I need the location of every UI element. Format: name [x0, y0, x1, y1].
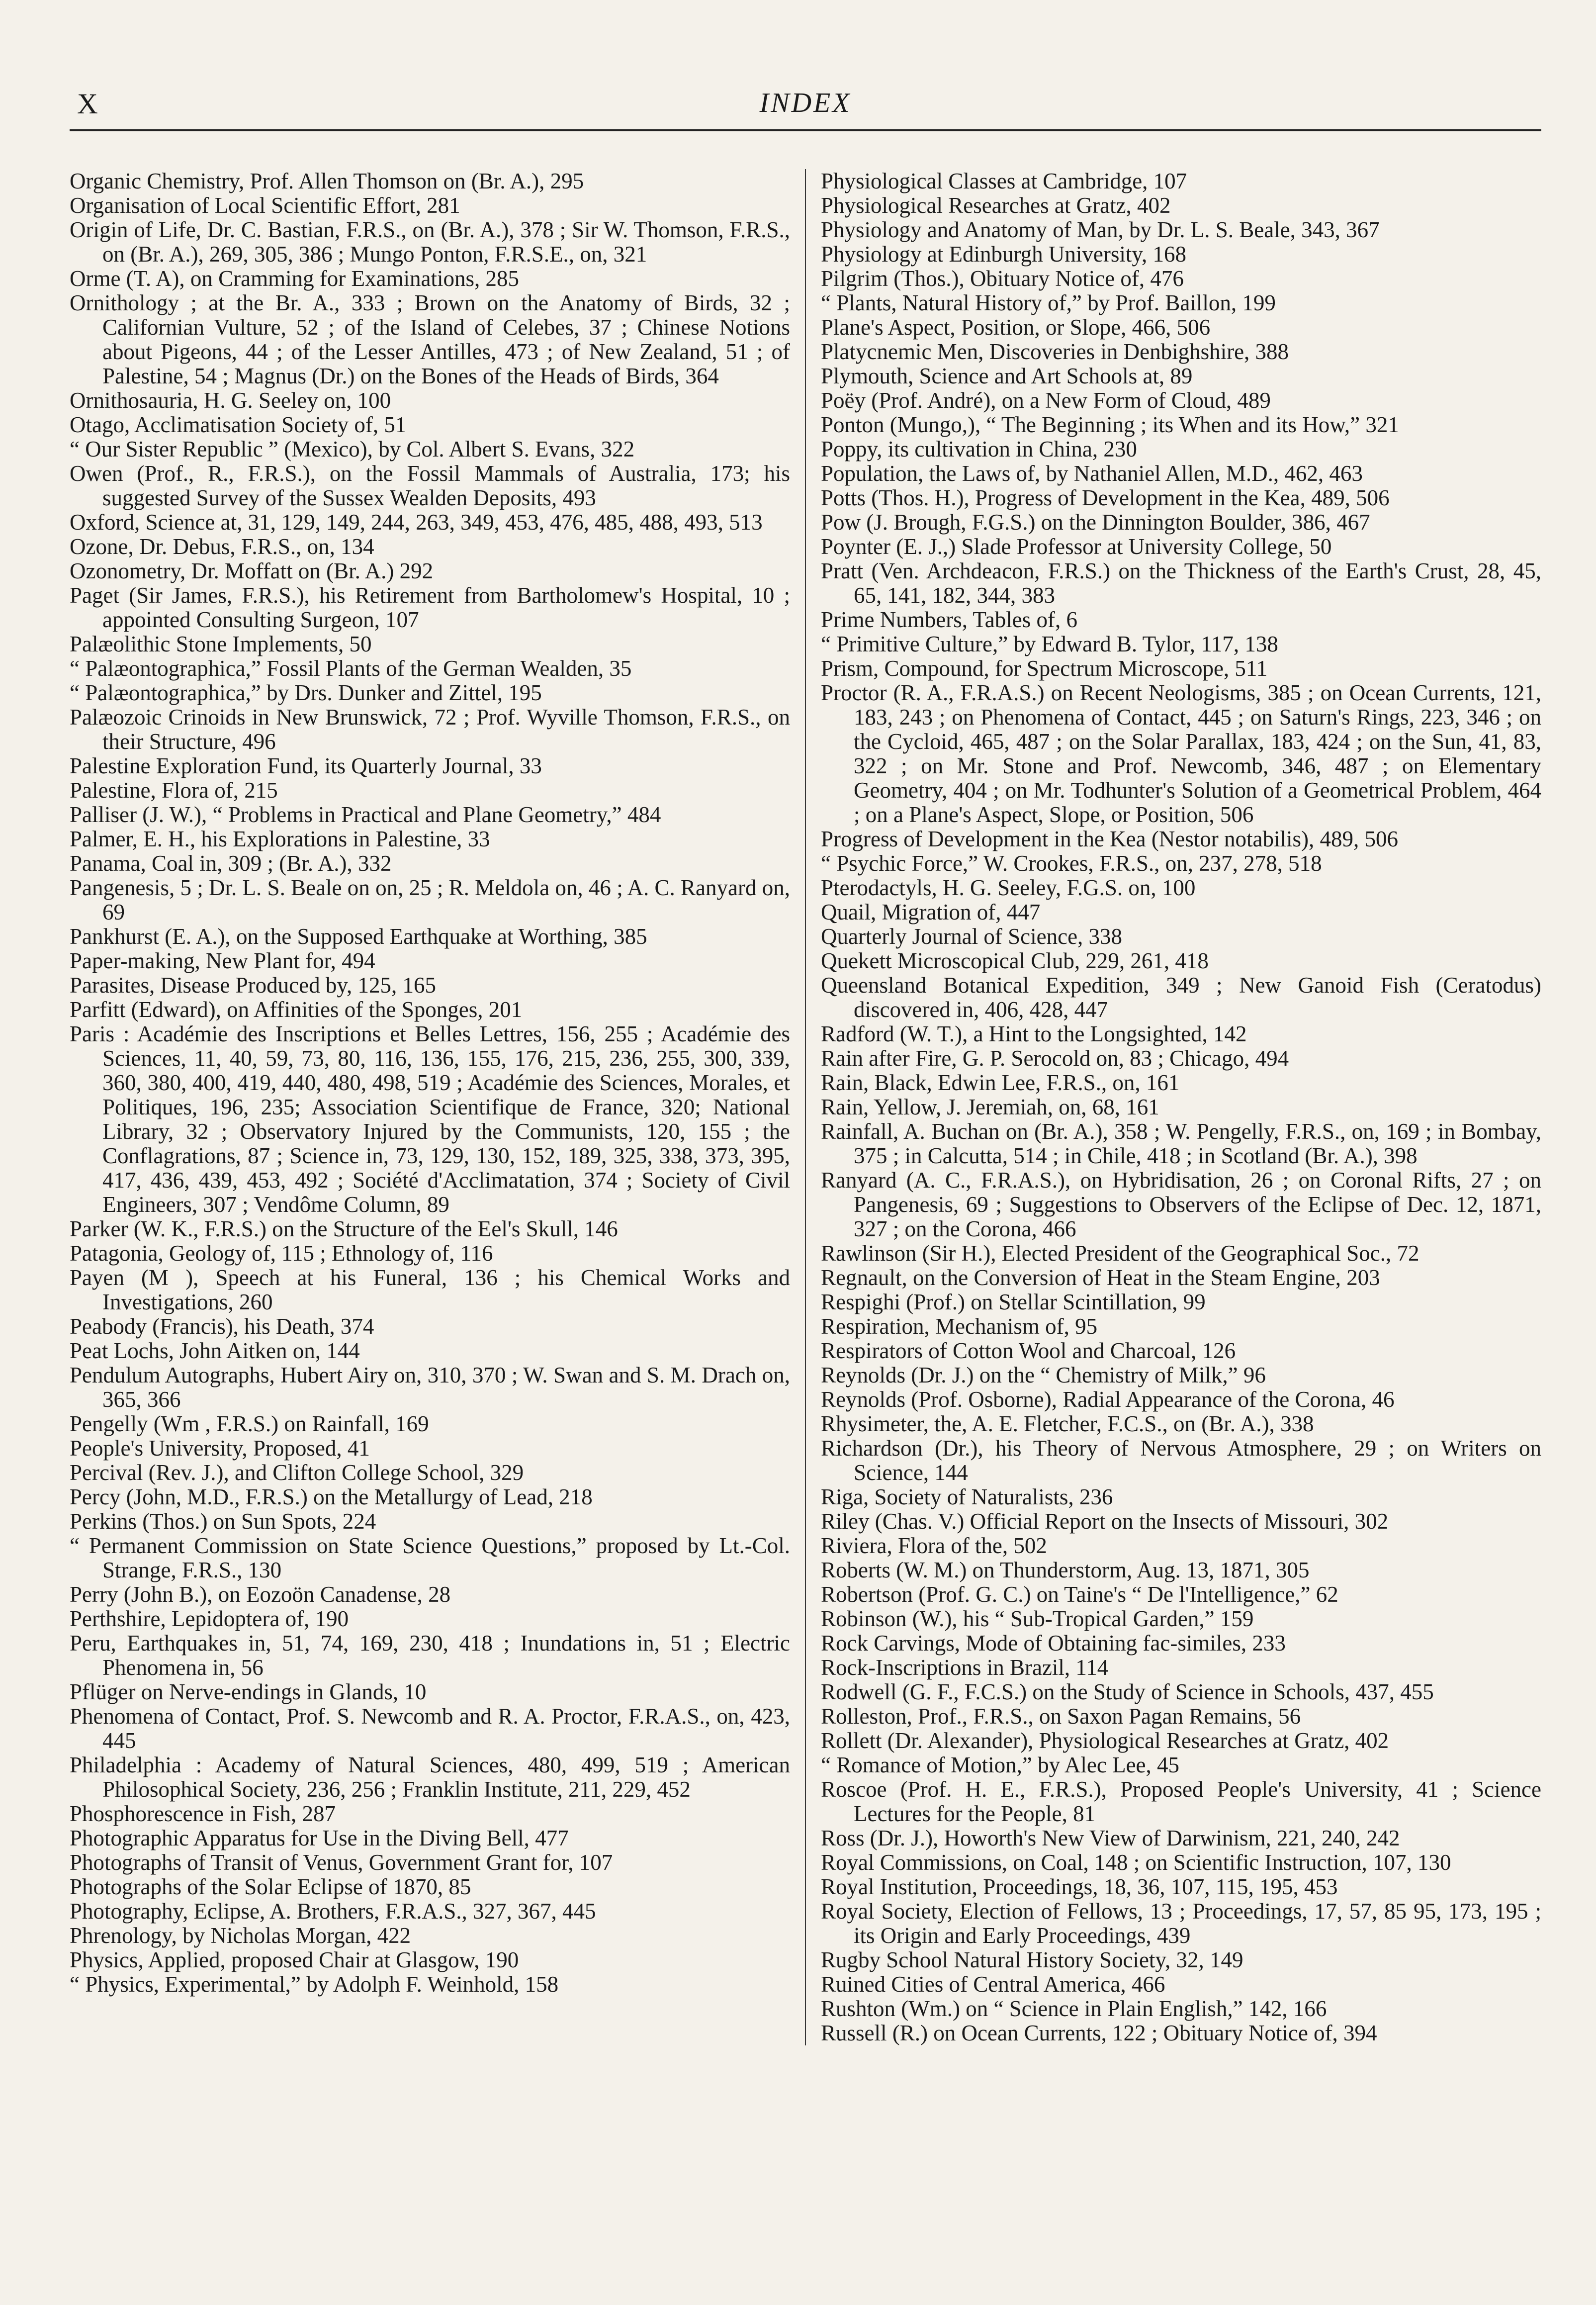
index-entry: Robinson (W.), his “ Sub-Tropical Garden,” 159 — [821, 1606, 1254, 1631]
index-entry: Rock-Inscriptions in Brazil, 114 — [821, 1655, 1109, 1680]
index-entry: Photographs of the Solar Eclipse of 1870, 85 — [70, 1874, 471, 1899]
index-entry: Pow (J. Brough, F.G.S.) on the Dinnington Boulder, 386, 467 — [821, 510, 1370, 535]
index-entry: Ozonometry, Dr. Moffatt on (Br. A.) 292 — [70, 558, 434, 583]
page-number: X — [77, 88, 99, 120]
index-entry: Rhysimeter, the, A. E. Fletcher, F.C.S., on (Br. A.), 338 — [821, 1411, 1314, 1436]
index-entry: Palæolithic Stone Implements, 50 — [70, 632, 372, 656]
index-entry: Riviera, Flora of the, 502 — [821, 1533, 1047, 1558]
index-entry: Paper-making, New Plant for, 494 — [70, 948, 375, 973]
index-entry: Rolleston, Prof., F.R.S., on Saxon Pagan Remains, 56 — [821, 1704, 1301, 1729]
index-entry: Poëy (Prof. André), on a New Form of Cloud, 489 — [821, 388, 1271, 413]
index-entry: Pendulum Autographs, Hubert Airy on, 310, 370 ; W. Swan and S. M. Drach on, 365, 366 — [70, 1363, 790, 1412]
index-entry: Parker (W. K., F.R.S.) on the Structure of the Eel's Skull, 146 — [70, 1216, 618, 1241]
index-entry: Respiration, Mechanism of, 95 — [821, 1314, 1098, 1339]
index-entry: Pratt (Ven. Archdeacon, F.R.S.) on the Thickness of the Earth's Crust, 28, 45, 65, 141, 182, 344, 383 — [821, 558, 1541, 608]
index-entry: Rushton (Wm.) on “ Science in Plain English,” 142, 166 — [821, 1996, 1327, 2021]
index-entry: Pengelly (Wm , F.R.S.) on Rainfall, 169 — [70, 1411, 429, 1436]
index-entry: Organic Chemistry, Prof. Allen Thomson on (Br. A.), 295 — [70, 169, 584, 193]
index-entry: Physiological Classes at Cambridge, 107 — [821, 169, 1187, 193]
index-entry: Quekett Microscopical Club, 229, 261, 418 — [821, 948, 1209, 973]
index-entry: Organisation of Local Scientific Effort, 281 — [70, 193, 460, 218]
index-entry: Proctor (R. A., F.R.A.S.) on Recent Neologisms, 385 ; on Ocean Currents, 121, 183, 243 ; on Phenomena of Contact, 445 ; on Saturn's Rings, 223, 346 ; on the Cycloid, 465, 487 ; on the Solar Parallax, 183, 424 ; on the Sun, 41, 83, 322 ; on Mr. Stone and Prof. Newcomb, 346, 487 ; on Elementary Geometry, 404 ; on Mr. Todhunter's Solution of a Geometrical Problem, 464 ; on a Plane's Aspect, Slope, or Position, 506 — [821, 680, 1541, 827]
index-entry: Oxford, Science at, 31, 129, 149, 244, 263, 349, 453, 476, 485, 488, 493, 513 — [70, 510, 763, 535]
index-entry: “ Romance of Motion,” by Alec Lee, 45 — [821, 1752, 1180, 1777]
index-entry: Queensland Botanical Expedition, 349 ; New Ganoid Fish (Ceratodus) discovered in, 406, 428, 447 — [821, 973, 1541, 1022]
page-title: INDEX — [759, 88, 852, 118]
index-entry: “ Physics, Experimental,” by Adolph F. Weinhold, 158 — [70, 1972, 559, 1997]
index-entry: Quarterly Journal of Science, 338 — [821, 924, 1123, 949]
index-entry: Orme (T. A), on Cramming for Examinations, 285 — [70, 266, 519, 291]
index-entry: Physiological Researches at Gratz, 402 — [821, 193, 1171, 218]
index-entry: Platycnemic Men, Discoveries in Denbighshire, 388 — [821, 339, 1289, 364]
index-entry: Pankhurst (E. A.), on the Supposed Earthquake at Worthing, 385 — [70, 924, 647, 949]
index-entry: Progress of Development in the Kea (Nestor notabilis), 489, 506 — [821, 827, 1399, 851]
index-entry: Prism, Compound, for Spectrum Microscope, 511 — [821, 656, 1268, 681]
index-entry: Pflüger on Nerve-endings in Glands, 10 — [70, 1679, 427, 1704]
index-entry: Royal Institution, Proceedings, 18, 36, 107, 115, 195, 453 — [821, 1874, 1338, 1899]
index-entry: Ozone, Dr. Debus, F.R.S., on, 134 — [70, 534, 374, 559]
index-entry: “ Palæontographica,” by Drs. Dunker and Zittel, 195 — [70, 680, 542, 705]
index-entry: Prime Numbers, Tables of, 6 — [821, 607, 1077, 632]
index-entry: Respirators of Cotton Wool and Charcoal, 126 — [821, 1338, 1236, 1363]
index-entry: “ Psychic Force,” W. Crookes, F.R.S., on, 237, 278, 518 — [821, 851, 1322, 876]
index-entry: “ Primitive Culture,” by Edward B. Tylor, 117, 138 — [821, 632, 1278, 656]
index-entry: Potts (Thos. H.), Progress of Development in the Kea, 489, 506 — [821, 485, 1390, 510]
index-entry: Poynter (E. J.,) Slade Professor at University College, 50 — [821, 534, 1332, 559]
index-entry: Royal Society, Election of Fellows, 13 ; Proceedings, 17, 57, 85 95, 173, 195 ; its Origin and Early Proceedings, 439 — [821, 1899, 1541, 1948]
index-entry: Peat Lochs, John Aitken on, 144 — [70, 1338, 360, 1363]
index-entry: Rugby School Natural History Society, 32, 149 — [821, 1947, 1243, 1972]
index-entry: Perkins (Thos.) on Sun Spots, 224 — [70, 1509, 376, 1534]
index-entry: Riley (Chas. V.) Official Report on the Insects of Missouri, 302 — [821, 1509, 1389, 1534]
index-entry: Perthshire, Lepidoptera of, 190 — [70, 1606, 349, 1631]
index-entry: Perry (John B.), on Eozoön Canadense, 28 — [70, 1582, 451, 1607]
index-entry: Photography, Eclipse, A. Brothers, F.R.A.S., 327, 367, 445 — [70, 1899, 596, 1924]
index-entry: Royal Commissions, on Coal, 148 ; on Scientific Instruction, 107, 130 — [821, 1850, 1451, 1875]
index-entry: Rain, Yellow, J. Jeremiah, on, 68, 161 — [821, 1095, 1159, 1119]
index-entry: Radford (W. T.), a Hint to the Longsighted, 142 — [821, 1021, 1247, 1046]
index-entry: Photographs of Transit of Venus, Government Grant for, 107 — [70, 1850, 613, 1875]
index-entry: Palestine, Flora of, 215 — [70, 778, 278, 803]
page-header — [70, 82, 1541, 131]
index-columns — [70, 169, 1541, 2045]
index-entry: Pilgrim (Thos.), Obituary Notice of, 476 — [821, 266, 1184, 291]
index-entry: Percival (Rev. J.), and Clifton College School, 329 — [70, 1460, 524, 1485]
index-entry: Owen (Prof., R., F.R.S.), on the Fossil Mammals of Australia, 173; his suggested Survey of the Sussex Wealden Deposits, 493 — [70, 461, 790, 510]
index-entry: Ornithosauria, H. G. Seeley on, 100 — [70, 388, 391, 413]
index-entry: Ornithology ; at the Br. A., 333 ; Brown on the Anatomy of Birds, 32 ; Californian Vulture, 52 ; of the Island of Celebes, 37 ; Chinese Notions about Pigeons, 44 ; of the Lesser Antilles, 473 ; of New Zealand, 51 ; of Palestine, 54 ; Magnus (Dr.) on the Bones of the Heads of Birds, 364 — [70, 290, 790, 388]
index-entry: Phenomena of Contact, Prof. S. Newcomb and R. A. Proctor, F.R.A.S., on, 423, 445 — [70, 1704, 790, 1753]
index-entry: Plane's Aspect, Position, or Slope, 466, 506 — [821, 315, 1211, 340]
index-entry: Physiology at Edinburgh University, 168 — [821, 242, 1186, 267]
index-entry: Origin of Life, Dr. C. Bastian, F.R.S., on (Br. A.), 378 ; Sir W. Thomson, F.R.S., on (Br. A.), 269, 305, 386 ; Mungo Ponton, F.R.S.E., on, 321 — [70, 217, 790, 267]
index-entry: Russell (R.) on Ocean Currents, 122 ; Obituary Notice of, 394 — [821, 2021, 1377, 2045]
index-entry: Phrenology, by Nicholas Morgan, 422 — [70, 1923, 411, 1948]
index-entry: Paget (Sir James, F.R.S.), his Retirement from Bartholomew's Hospital, 10 ; appointed Consulting Surgeon, 107 — [70, 583, 790, 632]
index-entry: Reynolds (Prof. Osborne), Radial Appearance of the Corona, 46 — [821, 1387, 1395, 1412]
index-entry: Rain after Fire, G. P. Serocold on, 83 ; Chicago, 494 — [821, 1046, 1289, 1071]
index-entry: “ Palæontographica,” Fossil Plants of the German Wealden, 35 — [70, 656, 632, 681]
index-entry: Palliser (J. W.), “ Problems in Practical and Plane Geometry,” 484 — [70, 802, 661, 827]
index-entry: Population, the Laws of, by Nathaniel Allen, M.D., 462, 463 — [821, 461, 1363, 486]
index-entry: Palestine Exploration Fund, its Quarterly Journal, 33 — [70, 753, 542, 778]
index-entry: Physiology and Anatomy of Man, by Dr. L. S. Beale, 343, 367 — [821, 217, 1380, 242]
index-entry: Payen (M ), Speech at his Funeral, 136 ; his Chemical Works and Investigations, 260 — [70, 1265, 790, 1314]
index-entry: Ross (Dr. J.), Howorth's New View of Darwinism, 221, 240, 242 — [821, 1826, 1400, 1850]
index-entry: Robertson (Prof. G. C.) on Taine's “ De l'Intelligence,” 62 — [821, 1582, 1338, 1607]
index-entry: Otago, Acclimatisation Society of, 51 — [70, 412, 407, 437]
index-entry: Panama, Coal in, 309 ; (Br. A.), 332 — [70, 851, 392, 876]
index-entry: Rawlinson (Sir H.), Elected President of the Geographical Soc., 72 — [821, 1241, 1419, 1266]
index-entry: “ Our Sister Republic ” (Mexico), by Col. Albert S. Evans, 322 — [70, 437, 635, 461]
index-entry: Roscoe (Prof. H. E., F.R.S.), Proposed People's University, 41 ; Science Lectures for the People, 81 — [821, 1777, 1541, 1826]
index-entry: Phosphorescence in Fish, 287 — [70, 1801, 336, 1826]
index-entry: Richardson (Dr.), his Theory of Nervous Atmosphere, 29 ; on Writers on Science, 144 — [821, 1436, 1541, 1485]
index-entry: Philadelphia : Academy of Natural Sciences, 480, 499, 519 ; American Philosophical Society, 236, 256 ; Franklin Institute, 211, 229, 452 — [70, 1752, 790, 1802]
index-entry: Rainfall, A. Buchan on (Br. A.), 358 ; W. Pengelly, F.R.S., on, 169 ; in Bombay, 375 ; in Calcutta, 514 ; in Chile, 418 ; in Scotland (Br. A.), 398 — [821, 1119, 1541, 1168]
index-entry: People's University, Proposed, 41 — [70, 1436, 370, 1461]
index-entry: Patagonia, Geology of, 115 ; Ethnology of, 116 — [70, 1241, 493, 1266]
index-entry: “ Permanent Commission on State Science Questions,” proposed by Lt.-Col. Strange, F.R.S., 130 — [70, 1533, 790, 1582]
index-entry: Plymouth, Science and Art Schools at, 89 — [821, 364, 1193, 388]
index-entry: Rain, Black, Edwin Lee, F.R.S., on, 161 — [821, 1070, 1180, 1095]
index-entry: Poppy, its cultivation in China, 230 — [821, 437, 1137, 461]
index-entry: Parasites, Disease Produced by, 125, 165 — [70, 973, 436, 998]
index-entry: Parfitt (Edward), on Affinities of the Sponges, 201 — [70, 997, 523, 1022]
index-entry: Roberts (W. M.) on Thunderstorm, Aug. 13, 1871, 305 — [821, 1558, 1310, 1582]
index-entry: Photographic Apparatus for Use in the Diving Bell, 477 — [70, 1826, 569, 1850]
index-entry: Pterodactyls, H. G. Seeley, F.G.S. on, 100 — [821, 875, 1196, 900]
index-entry: Respighi (Prof.) on Stellar Scintillation, 99 — [821, 1290, 1206, 1314]
index-entry: Palæozoic Crinoids in New Brunswick, 72 ; Prof. Wyville Thomson, F.R.S., on their Structure, 496 — [70, 705, 790, 754]
index-entry: Quail, Migration of, 447 — [821, 900, 1041, 924]
index-entry: Peru, Earthquakes in, 51, 74, 169, 230, 418 ; Inundations in, 51 ; Electric Phenomena in, 56 — [70, 1631, 790, 1680]
index-entry: Ranyard (A. C., F.R.A.S.), on Hybridisation, 26 ; on Coronal Rifts, 27 ; on Pangenesis, 69 ; Suggestions to Observers of the Eclipse of Dec. 12, 1871, 327 ; on the Corona, 466 — [821, 1168, 1541, 1241]
index-entry: Physics, Applied, proposed Chair at Glasgow, 190 — [70, 1947, 519, 1972]
right-column — [806, 169, 1541, 2045]
index-entry: Rodwell (G. F., F.C.S.) on the Study of Science in Schools, 437, 455 — [821, 1679, 1434, 1704]
index-entry: Ponton (Mungo,), “ The Beginning ; its When and its How,” 321 — [821, 412, 1399, 437]
index-entry: Reynolds (Dr. J.) on the “ Chemistry of Milk,” 96 — [821, 1363, 1266, 1387]
index-entry: Peabody (Francis), his Death, 374 — [70, 1314, 374, 1339]
index-entry: Rock Carvings, Mode of Obtaining fac-similes, 233 — [821, 1631, 1286, 1656]
index-entry: Pangenesis, 5 ; Dr. L. S. Beale on on, 25 ; R. Meldola on, 46 ; A. C. Ranyard on, 69 — [70, 875, 790, 924]
left-column — [70, 169, 806, 2045]
index-entry: “ Plants, Natural History of,” by Prof. Baillon, 199 — [821, 290, 1276, 315]
index-entry: Ruined Cities of Central America, 466 — [821, 1972, 1165, 1997]
index-entry: Paris : Académie des Inscriptions et Belles Lettres, 156, 255 ; Académie des Sciences, 11, 40, 59, 73, 80, 116, 136, 155, 176, 215, 236, 255, 300, 339, 360, 380, 400, 419, 440, 480, 498, 519 ; Académie des Sciences, Morales, et Politiques, 196, 235; Association Scientifique de France, 320; National Library, 32 ; Observatory Injured by the Communists, 120, 155 ; the Conflagrations, 87 ; Science in, 73, 129, 130, 152, 189, 325, 338, 373, 395, 417, 436, 439, 453, 492 ; Société d'Acclimatation, 374 ; Society of Civil Engineers, 307 ; Vendôme Column, 89 — [70, 1021, 790, 1217]
index-page — [70, 82, 1541, 2270]
index-entry: Riga, Society of Naturalists, 236 — [821, 1484, 1113, 1509]
index-entry: Rollett (Dr. Alexander), Physiological Researches at Gratz, 402 — [821, 1728, 1389, 1753]
index-entry: Palmer, E. H., his Explorations in Palestine, 33 — [70, 827, 490, 851]
index-entry: Percy (John, M.D., F.R.S.) on the Metallurgy of Lead, 218 — [70, 1484, 593, 1509]
index-entry: Regnault, on the Conversion of Heat in the Steam Engine, 203 — [821, 1265, 1380, 1290]
